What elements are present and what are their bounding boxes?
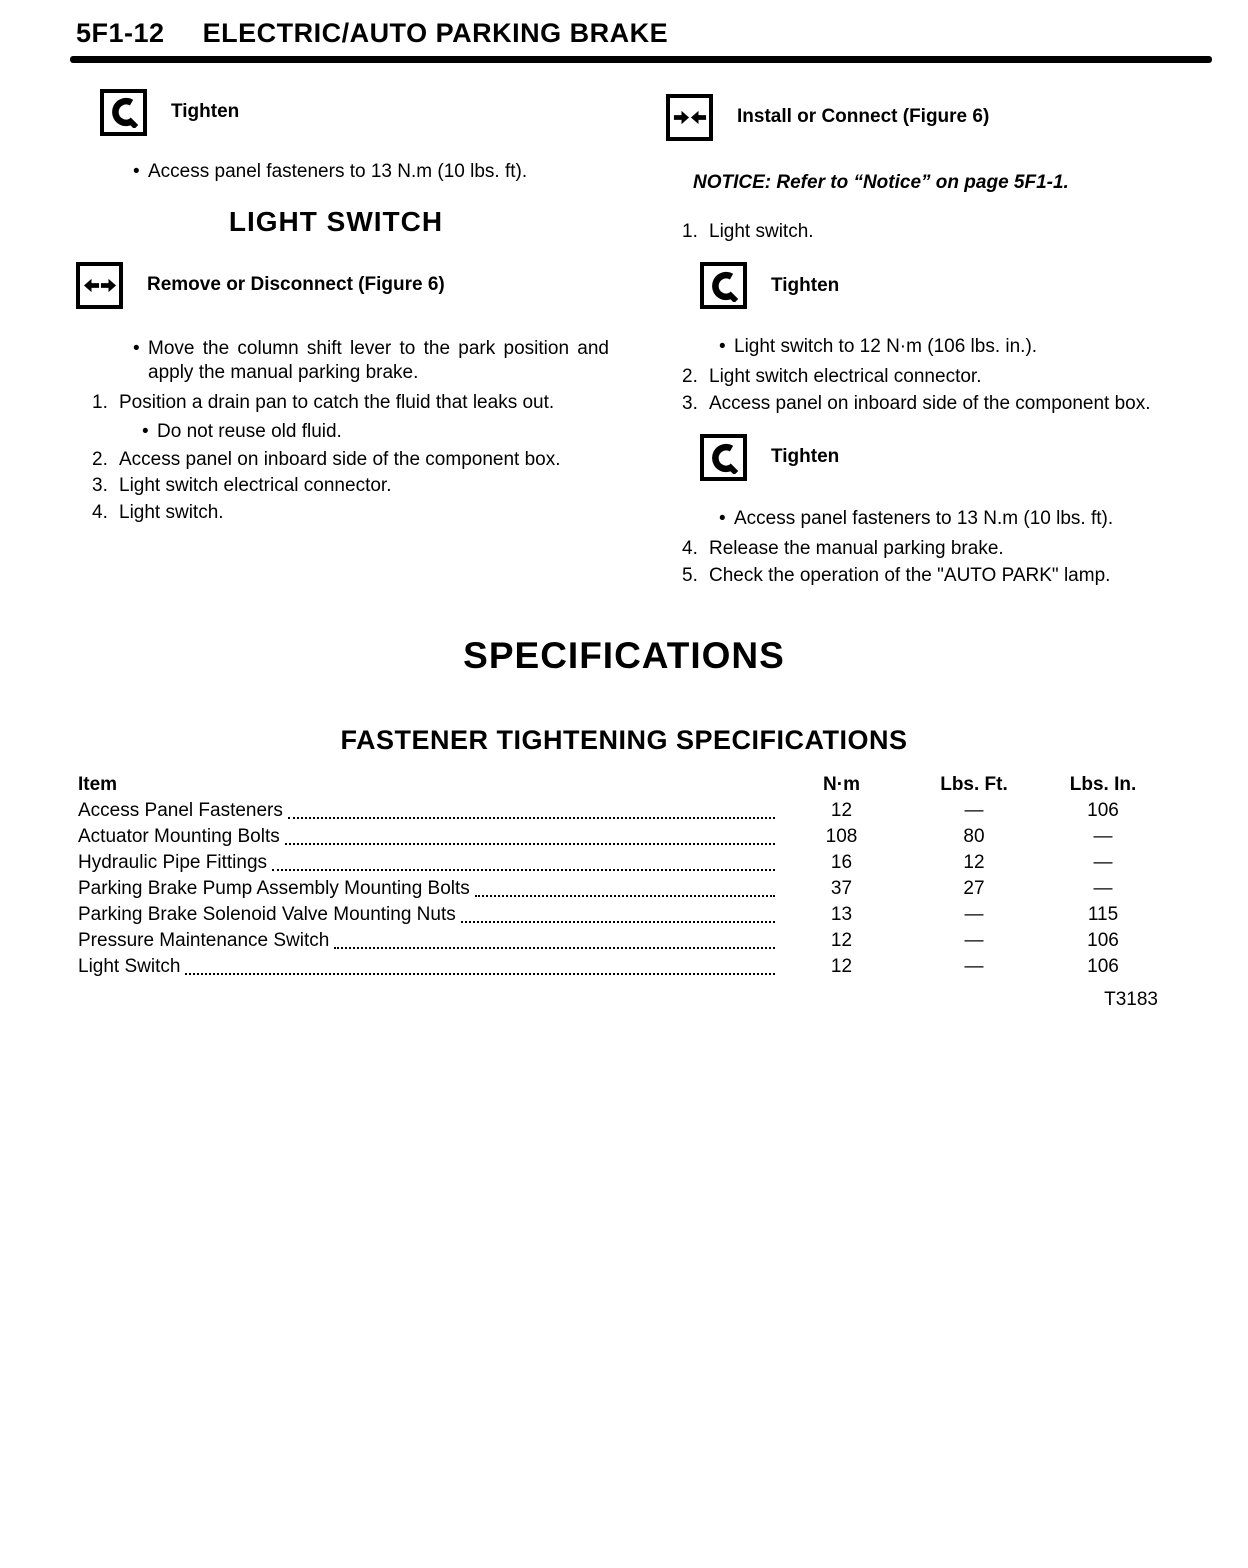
step-row bbox=[666, 220, 1192, 244]
spec-table-row bbox=[78, 876, 1162, 902]
bullet-marker: • bbox=[133, 160, 140, 182]
tighten-wrench-icon bbox=[700, 262, 747, 309]
tighten-wrench-icon bbox=[100, 89, 147, 136]
tighten-tool-row bbox=[100, 89, 624, 136]
spec-item-name: Parking Brake Solenoid Valve Mounting Nuts bbox=[78, 903, 456, 925]
spec-value-nm: 12 bbox=[830, 955, 853, 977]
step-number: 3. bbox=[92, 475, 108, 497]
spec-table-row bbox=[78, 850, 1162, 876]
step-row bbox=[666, 537, 1192, 561]
install-connect-tool-row bbox=[666, 94, 1192, 141]
tighten-tool-row bbox=[700, 262, 1192, 309]
bullet-item bbox=[133, 160, 624, 184]
tool-label: Tighten bbox=[771, 446, 840, 468]
step-row bbox=[666, 564, 1192, 588]
dotted-leader bbox=[334, 947, 775, 949]
step-number: 4. bbox=[682, 538, 698, 560]
spec-value-lbs-in: 106 bbox=[1087, 955, 1119, 977]
step-text: Light switch electrical connector. bbox=[709, 366, 982, 388]
specifications-heading: SPECIFICATIONS bbox=[463, 635, 785, 677]
spec-table-row bbox=[78, 902, 1162, 928]
tool-label: Tighten bbox=[771, 274, 840, 296]
spec-item-name: Parking Brake Pump Assembly Mounting Bolts bbox=[78, 877, 470, 899]
spec-item-name: Actuator Mounting Bolts bbox=[78, 825, 280, 847]
section-heading-light-switch: LIGHT SWITCH bbox=[228, 205, 444, 237]
spec-value-nm: 37 bbox=[830, 877, 853, 899]
step-row bbox=[76, 474, 624, 498]
dotted-leader bbox=[272, 869, 775, 871]
spec-table-row bbox=[78, 928, 1162, 954]
spec-value-lbs-in: — bbox=[1093, 825, 1113, 847]
dotted-leader bbox=[475, 895, 775, 897]
spec-value-nm: 16 bbox=[830, 851, 853, 873]
fastener-specs-heading: FASTENER TIGHTENING SPECIFICATIONS bbox=[340, 725, 908, 756]
bullet-text: Access panel fasteners to 13 N.m (10 lbs. ft). bbox=[734, 508, 1114, 530]
remove-disconnect-icon bbox=[76, 262, 123, 309]
two-column-body bbox=[0, 63, 1248, 589]
bullet-marker: • bbox=[133, 337, 140, 359]
tool-label: Tighten bbox=[171, 100, 240, 122]
column-right bbox=[666, 89, 1192, 589]
spec-value-lbs-in: — bbox=[1093, 851, 1113, 873]
step-text: Check the operation of the "AUTO PARK" lamp. bbox=[709, 564, 1111, 586]
spec-value-nm: 12 bbox=[830, 929, 853, 951]
spec-value-lbs-ft: 12 bbox=[963, 851, 985, 873]
dotted-leader bbox=[461, 921, 775, 923]
step-row bbox=[76, 391, 624, 415]
bullet-text: Light switch to 12 N·m (106 lbs. in.). bbox=[734, 336, 1038, 358]
tool-label: Remove or Disconnect (Figure 6) bbox=[147, 274, 445, 296]
column-left bbox=[76, 89, 624, 589]
figure-ref: T3183 bbox=[1104, 988, 1158, 1010]
spec-value-nm: 13 bbox=[830, 903, 853, 925]
spec-item-name: Access Panel Fasteners bbox=[78, 799, 283, 821]
col-header-lbs-in: Lbs. In. bbox=[1069, 773, 1137, 795]
spec-value-lbs-in: 115 bbox=[1087, 903, 1119, 925]
spec-value-lbs-in: 106 bbox=[1087, 929, 1119, 951]
bullet-item bbox=[719, 335, 1192, 359]
step-text: Position a drain pan to catch the fluid that leaks out. bbox=[119, 392, 555, 414]
bullet-item bbox=[142, 420, 624, 444]
spec-table-body bbox=[78, 798, 1162, 980]
tighten-tool-row bbox=[700, 434, 1192, 481]
spec-value-lbs-in: 106 bbox=[1087, 799, 1119, 821]
spec-item-name: Light Switch bbox=[78, 955, 181, 977]
spec-table-header bbox=[78, 772, 1162, 798]
bullet-item bbox=[719, 507, 1192, 531]
step-row bbox=[666, 365, 1192, 389]
bullet-text: Access panel fasteners to 13 N.m (10 lbs. ft). bbox=[148, 160, 528, 182]
bullet-marker: • bbox=[719, 508, 726, 530]
step-row bbox=[76, 448, 624, 472]
page-code: 5F1-12 bbox=[76, 18, 165, 48]
page-header bbox=[0, 0, 1248, 51]
step-text: Light switch electrical connector. bbox=[119, 475, 392, 497]
col-header-lbs-ft: Lbs. Ft. bbox=[940, 773, 1008, 795]
spec-item-name: Hydraulic Pipe Fittings bbox=[78, 851, 268, 873]
step-number: 1. bbox=[92, 392, 108, 414]
step-text: Access panel on inboard side of the component box. bbox=[119, 448, 561, 470]
spec-value-lbs-ft: 27 bbox=[963, 877, 985, 899]
col-header-nm: N·m bbox=[823, 773, 860, 795]
spec-item-name: Pressure Maintenance Switch bbox=[78, 929, 330, 951]
spec-value-lbs-ft: — bbox=[964, 929, 984, 951]
dotted-leader bbox=[288, 817, 775, 819]
install-connect-icon bbox=[666, 94, 713, 141]
step-text: Release the manual parking brake. bbox=[709, 538, 1004, 560]
spec-table-row bbox=[78, 798, 1162, 824]
step-row bbox=[666, 392, 1192, 416]
bullet-text: Move the column shift lever to the park position and apply the manual parking brake. bbox=[148, 337, 609, 383]
spec-table bbox=[78, 772, 1162, 980]
step-number: 1. bbox=[682, 220, 698, 242]
step-text: Light switch. bbox=[119, 501, 224, 523]
spec-value-lbs-ft: — bbox=[964, 955, 984, 977]
bullet-text: Do not reuse old fluid. bbox=[157, 420, 342, 442]
step-number: 5. bbox=[682, 564, 698, 586]
step-text: Access panel on inboard side of the component box. bbox=[709, 392, 1151, 414]
spec-value-lbs-in: — bbox=[1093, 877, 1113, 899]
header-rule bbox=[70, 56, 1212, 63]
page-title: ELECTRIC/AUTO PARKING BRAKE bbox=[202, 18, 669, 48]
spec-table-row bbox=[78, 954, 1162, 980]
dotted-leader bbox=[185, 973, 775, 975]
step-number: 4. bbox=[92, 501, 108, 523]
step-number: 3. bbox=[682, 392, 698, 414]
spec-value-lbs-ft: — bbox=[964, 799, 984, 821]
spec-value-lbs-ft: 80 bbox=[963, 825, 985, 847]
step-number: 2. bbox=[682, 366, 698, 388]
tighten-wrench-icon bbox=[700, 434, 747, 481]
notice-text: NOTICE: Refer to “Notice” on page 5F1-1. bbox=[693, 171, 1069, 193]
spec-value-nm: 12 bbox=[830, 799, 853, 821]
spec-table-row bbox=[78, 824, 1162, 850]
col-header-item: Item bbox=[78, 773, 118, 795]
tool-label: Install or Connect (Figure 6) bbox=[737, 105, 990, 127]
dotted-leader bbox=[285, 843, 775, 845]
step-row bbox=[76, 501, 624, 525]
spec-value-nm: 108 bbox=[825, 825, 858, 847]
step-text: Light switch. bbox=[709, 220, 814, 242]
remove-disconnect-tool-row bbox=[76, 262, 624, 309]
spec-value-lbs-ft: — bbox=[964, 903, 984, 925]
step-number: 2. bbox=[92, 448, 108, 470]
bullet-item bbox=[133, 337, 609, 386]
bullet-marker: • bbox=[142, 420, 149, 442]
bullet-marker: • bbox=[719, 336, 726, 358]
